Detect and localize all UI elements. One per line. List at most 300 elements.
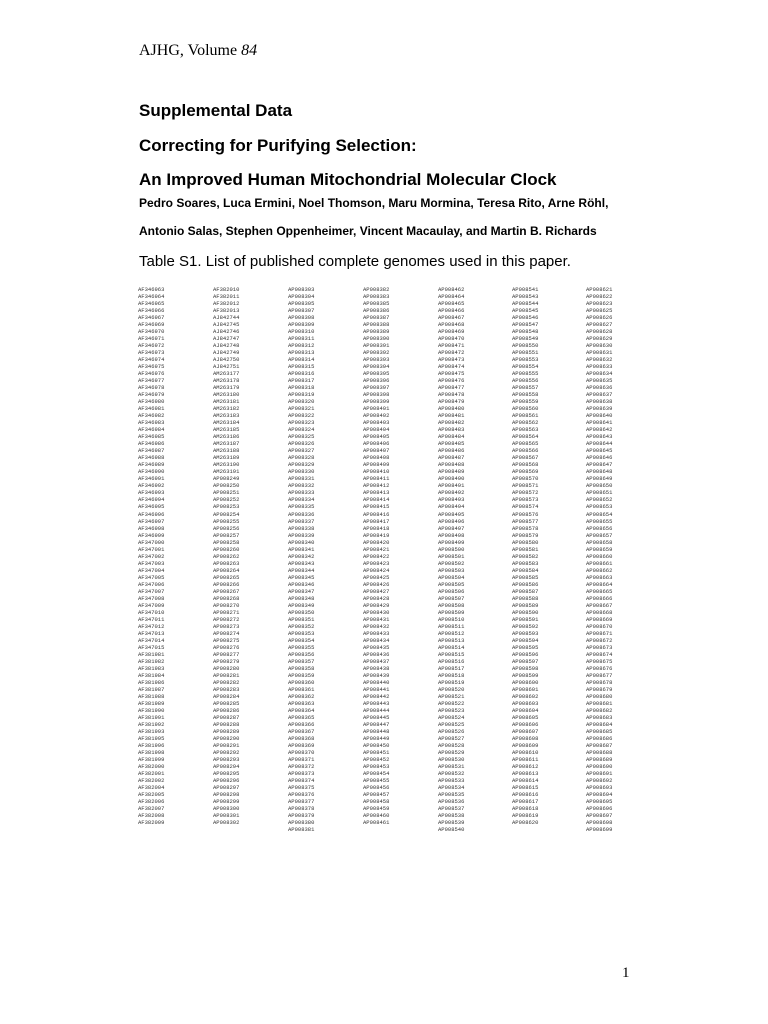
accession-id: AP008646: [586, 454, 613, 462]
accession-id: AP008623: [586, 300, 613, 308]
accession-id: AP008378: [288, 805, 315, 813]
accession-id: AP008342: [288, 552, 315, 560]
accession-id: AP008493: [438, 496, 465, 504]
accession-id: AP008571: [512, 482, 539, 490]
accession-id: AP008590: [512, 608, 539, 616]
accession-id: AF381991: [138, 713, 165, 721]
accession-id: AP008667: [586, 601, 613, 609]
accession-id: AP008475: [438, 370, 465, 378]
accession-id: AP008349: [288, 601, 315, 609]
accession-id: AP008488: [438, 461, 465, 469]
accession-id: AP008456: [363, 784, 390, 792]
accession-id: AP008450: [363, 742, 390, 750]
accession-id: AP008298: [213, 791, 240, 799]
accession-id: AP008694: [586, 791, 613, 799]
accession-id: AP008272: [213, 615, 240, 623]
accession-id: AP008652: [586, 496, 613, 504]
accession-id: AP008310: [288, 328, 315, 336]
accession-id: AP008518: [438, 671, 465, 679]
accession-id: AP008626: [586, 314, 613, 322]
accession-id: AP008389: [363, 328, 390, 336]
accession-id: AF381983: [138, 664, 165, 672]
accession-id: AM263185: [213, 426, 240, 434]
accession-id: AP008258: [213, 538, 240, 546]
accession-id: AP008544: [512, 300, 539, 308]
accession-id: AF347009: [138, 601, 165, 609]
accession-id: AP008440: [363, 678, 390, 686]
accession-id: AP008403: [363, 419, 390, 427]
accession-id: AP008364: [288, 706, 315, 714]
accession-id: AP008522: [438, 699, 465, 707]
accession-id: AP008610: [512, 749, 539, 757]
accession-id: AP008347: [288, 587, 315, 595]
accession-id: AP008534: [438, 784, 465, 792]
accession-id: AP008565: [512, 440, 539, 448]
accession-id: AP008459: [363, 805, 390, 813]
accession-id: AF346967: [138, 314, 165, 322]
accession-id: AP008439: [363, 671, 390, 679]
journal-name: AJHG, Volume: [139, 42, 242, 59]
accession-id: AP008536: [438, 798, 465, 806]
accession-id: AP008276: [213, 643, 240, 651]
accession-id: AP008362: [288, 692, 315, 700]
accession-id: AP008486: [438, 447, 465, 455]
accession-id: AP008341: [288, 545, 315, 553]
accession-id: AF346970: [138, 328, 165, 336]
accession-id: AM263180: [213, 391, 240, 399]
accession-id: AF381992: [138, 720, 165, 728]
accession-id: AP008549: [512, 335, 539, 343]
accession-id: AP008654: [586, 510, 613, 518]
accession-id: AP008521: [438, 692, 465, 700]
accession-id: AF382007: [138, 805, 165, 813]
accession-id: AP008584: [512, 566, 539, 574]
accession-id: AP008530: [438, 756, 465, 764]
accession-id: AP008678: [586, 678, 613, 686]
accession-id: AF382000: [138, 763, 165, 771]
accession-id: AP008436: [363, 650, 390, 658]
accession-id: AP008670: [586, 622, 613, 630]
accession-id: AP008268: [213, 594, 240, 602]
accession-id: AP008464: [438, 293, 465, 301]
accession-id: AJ842745: [213, 321, 240, 329]
accession-id: AP008441: [363, 685, 390, 693]
accession-id: AP008604: [512, 706, 539, 714]
accession-id: AP008501: [438, 552, 465, 560]
accession-id: AP008424: [363, 566, 390, 574]
accession-id: AP008640: [586, 412, 613, 420]
accession-id: AP008405: [363, 433, 390, 441]
accession-id: AP008482: [438, 419, 465, 427]
accession-id: AF381999: [138, 756, 165, 764]
accession-id: AP008382: [363, 286, 390, 293]
accession-id: AM263186: [213, 433, 240, 441]
accession-id: AP008645: [586, 447, 613, 455]
accession-id: AP008417: [363, 517, 390, 525]
accession-id: AF346976: [138, 370, 165, 378]
accession-id: AP008538: [438, 812, 465, 820]
accession-id: AF381984: [138, 671, 165, 679]
accession-id: AP008596: [512, 650, 539, 658]
accession-id: AP008311: [288, 335, 315, 343]
accession-id: AP008698: [586, 819, 613, 827]
accession-id: AP008503: [438, 566, 465, 574]
accession-id: AP008447: [363, 720, 390, 728]
accession-id: AP008498: [438, 531, 465, 539]
accession-id: AF381981: [138, 650, 165, 658]
accession-id: AJ842747: [213, 335, 240, 343]
accession-id: AP008338: [288, 524, 315, 532]
accession-id: AP008509: [438, 608, 465, 616]
accession-id: AP008289: [213, 727, 240, 735]
accession-id: AP008655: [586, 517, 613, 525]
accession-id: AP008416: [363, 510, 390, 518]
accession-id: AF347014: [138, 636, 165, 644]
accession-id: AP008397: [363, 384, 390, 392]
accession-id: AP008290: [213, 735, 240, 742]
accession-id: AF346972: [138, 342, 165, 350]
accession-id: AP008435: [363, 643, 390, 651]
accession-id: AP008517: [438, 664, 465, 672]
accession-id: AP008674: [586, 650, 613, 658]
accession-id: AP008511: [438, 622, 465, 630]
accession-id: AM263184: [213, 419, 240, 427]
accession-column: [438, 286, 512, 833]
accession-id: AP008513: [438, 636, 465, 644]
accession-id: AP008643: [586, 433, 613, 441]
accession-id: AF346997: [138, 517, 165, 525]
accession-id: AF346973: [138, 349, 165, 357]
accession-id: AF346996: [138, 510, 165, 518]
accession-id: AP008297: [213, 784, 240, 792]
accession-id: AP008675: [586, 657, 613, 665]
accession-id: AP008401: [363, 405, 390, 413]
accession-id: AP008431: [363, 615, 390, 623]
accession-id: AP008523: [438, 706, 465, 714]
accession-id: AP008592: [512, 622, 539, 630]
accession-id: AF346975: [138, 363, 165, 371]
accession-id: AP008611: [512, 756, 539, 764]
accession-id: AF346963: [138, 286, 165, 293]
accession-id: AP008468: [438, 321, 465, 329]
accession-id: AP008635: [586, 377, 613, 385]
accession-id: AF381993: [138, 727, 165, 735]
accession-id: AP008499: [438, 538, 465, 546]
accession-id: AF346995: [138, 503, 165, 511]
accession-id: AP008539: [438, 819, 465, 827]
accession-id: AP008281: [213, 671, 240, 679]
accession-id: AP008305: [288, 300, 315, 308]
accession-id: AP008688: [586, 749, 613, 757]
accession-id: AF382004: [138, 784, 165, 792]
accession-id: AP008275: [213, 636, 240, 644]
accession-id: AP008553: [512, 356, 539, 364]
accession-id: AF346985: [138, 433, 165, 441]
accession-id: AF346984: [138, 426, 165, 434]
accession-id: AP008547: [512, 321, 539, 329]
accession-id: AP008264: [213, 566, 240, 574]
page-number: 1: [622, 965, 630, 981]
accession-id: AP008673: [586, 643, 613, 651]
accession-id: AP008288: [213, 720, 240, 728]
accession-id: AP008585: [512, 573, 539, 581]
accession-id: AP008332: [288, 482, 315, 490]
accession-id: AP008266: [213, 580, 240, 588]
accession-id: AM263181: [213, 398, 240, 406]
accession-id: AF347015: [138, 643, 165, 651]
accession-id: AP008490: [438, 475, 465, 483]
accession-id: AF346971: [138, 335, 165, 343]
accession-id: AP008666: [586, 594, 613, 602]
accession-id: AF346979: [138, 391, 165, 399]
accession-id: AF347005: [138, 573, 165, 581]
accession-id: AF346986: [138, 440, 165, 448]
accession-id: AP008676: [586, 664, 613, 672]
accession-id: AP008327: [288, 447, 315, 455]
accession-id: AF347008: [138, 594, 165, 602]
accession-id: AP008273: [213, 622, 240, 630]
accession-id: AF346998: [138, 524, 165, 532]
accession-id: AP008331: [288, 475, 315, 483]
accession-id: AF381990: [138, 706, 165, 714]
accession-id: AP008249: [213, 475, 240, 483]
accession-id: AP008672: [586, 636, 613, 644]
accession-id: AP008609: [512, 742, 539, 750]
accession-id: AP008402: [363, 412, 390, 420]
accession-id: AP008520: [438, 685, 465, 693]
accession-id: AP008502: [438, 559, 465, 567]
accession-id: AP008343: [288, 559, 315, 567]
accession-id: AP008573: [512, 496, 539, 504]
accession-id: AF346994: [138, 496, 165, 504]
accession-id: AP008637: [586, 391, 613, 399]
accession-id: AP008337: [288, 517, 315, 525]
accession-id: AP008393: [363, 356, 390, 364]
accession-id: AP008631: [586, 349, 613, 357]
accession-id: AP008336: [288, 510, 315, 518]
accession-id: AF381989: [138, 699, 165, 707]
accession-id: AP008423: [363, 559, 390, 567]
journal-header: [139, 42, 257, 60]
accession-id: AP008650: [586, 482, 613, 490]
accession-id: AF347013: [138, 629, 165, 637]
accession-id: AF381988: [138, 692, 165, 700]
accession-id: AM263179: [213, 384, 240, 392]
accession-id: AP008506: [438, 587, 465, 595]
accession-id: AP008262: [213, 552, 240, 560]
accession-id: AP008505: [438, 580, 465, 588]
accession-id: AP008300: [213, 805, 240, 813]
accession-id: AP008299: [213, 798, 240, 806]
accession-id: AP008358: [288, 664, 315, 672]
accession-id: AP008514: [438, 643, 465, 651]
accession-id: AP008340: [288, 538, 315, 546]
accession-id: AP008430: [363, 608, 390, 616]
accession-id: AP008395: [363, 370, 390, 378]
accession-id: AP008696: [586, 805, 613, 813]
accession-id: AP008606: [512, 720, 539, 728]
accession-id: AP008562: [512, 419, 539, 427]
accession-id: AP008460: [363, 812, 390, 820]
accession-id: AP008287: [213, 713, 240, 721]
accession-id: AP008685: [586, 727, 613, 735]
accession-id: AP008560: [512, 405, 539, 413]
accession-id: AP008481: [438, 412, 465, 420]
accession-id: AF346989: [138, 461, 165, 469]
accession-id: AM263190: [213, 461, 240, 469]
accession-id: AP008319: [288, 391, 315, 399]
accession-id: AP008320: [288, 398, 315, 406]
accession-id: AP008449: [363, 735, 390, 742]
accession-column: [512, 286, 586, 833]
accession-id: AP008477: [438, 384, 465, 392]
accession-id: AP008577: [512, 517, 539, 525]
accession-column: [138, 286, 213, 833]
accession-id: AP008373: [288, 770, 315, 778]
accession-id: AF347011: [138, 615, 165, 623]
accession-id: AF382002: [138, 777, 165, 785]
accession-id: AP008615: [512, 784, 539, 792]
accession-id: AP008407: [363, 447, 390, 455]
accession-id: AP008429: [363, 601, 390, 609]
accession-id: AF382013: [213, 307, 240, 315]
accession-id: AP008616: [512, 791, 539, 799]
accession-id: AP008686: [586, 735, 613, 742]
accession-id: AF381982: [138, 657, 165, 665]
accession-id: AF346992: [138, 482, 165, 490]
accession-id: AP008444: [363, 706, 390, 714]
accession-id: AP008519: [438, 678, 465, 686]
accession-id: AF346991: [138, 475, 165, 483]
accession-id: AP008385: [363, 300, 390, 308]
accession-id: AP008559: [512, 398, 539, 406]
accession-id: AP008570: [512, 475, 539, 483]
accession-id: AP008279: [213, 657, 240, 665]
accession-id: AP008282: [213, 678, 240, 686]
accession-id: AP008576: [512, 510, 539, 518]
accession-id: AP008582: [512, 552, 539, 560]
accession-id: AF346974: [138, 356, 165, 364]
accession-id: AP008280: [213, 664, 240, 672]
accession-id: AP008454: [363, 770, 390, 778]
title-line-1: Correcting for Purifying Selection:: [139, 136, 417, 155]
accession-id: AP008255: [213, 517, 240, 525]
accession-id: AP008677: [586, 671, 613, 679]
accession-id: AP008679: [586, 685, 613, 693]
accession-id: AP008383: [363, 293, 390, 301]
accession-id: AP008651: [586, 489, 613, 497]
accession-id: AP008641: [586, 419, 613, 427]
accession-id: AP008639: [586, 405, 613, 413]
accession-id: AP008600: [512, 678, 539, 686]
accession-id: AP008291: [213, 742, 240, 750]
accession-id: AP008556: [512, 377, 539, 385]
accession-id: AP008504: [438, 573, 465, 581]
accession-id: AP008308: [288, 314, 315, 322]
accession-id: AF346981: [138, 405, 165, 413]
accession-id: AP008546: [512, 314, 539, 322]
accession-id: AP008455: [363, 777, 390, 785]
accession-id: AF346988: [138, 454, 165, 462]
accession-id: AP008508: [438, 601, 465, 609]
accession-id: AP008494: [438, 503, 465, 511]
accession-id: AP008642: [586, 426, 613, 434]
supplemental-label: Supplemental Data: [139, 101, 293, 120]
accession-id: AP008377: [288, 798, 315, 806]
accession-id: AJ842751: [213, 363, 240, 371]
accession-id: AP008411: [363, 475, 390, 483]
accession-id: AJ842748: [213, 342, 240, 350]
accession-id: AP008537: [438, 805, 465, 813]
accession-id: AP008603: [512, 699, 539, 707]
accession-id: AP008352: [288, 622, 315, 630]
accession-id: AP008671: [586, 629, 613, 637]
accession-id: AP008422: [363, 552, 390, 560]
accession-id: AP008644: [586, 440, 613, 448]
accession-id: AP008355: [288, 643, 315, 651]
accession-id: AP008328: [288, 454, 315, 462]
accession-id: AP008527: [438, 735, 465, 742]
accession-id: AP008594: [512, 636, 539, 644]
accession-id: AF381987: [138, 685, 165, 693]
accession-id: AP008535: [438, 791, 465, 799]
accession-id: AP008614: [512, 777, 539, 785]
accession-id: AF382006: [138, 798, 165, 806]
accession-id: AP008415: [363, 503, 390, 511]
accession-id: AP008489: [438, 468, 465, 476]
accession-id: AF346977: [138, 377, 165, 385]
accession-id: AP008375: [288, 784, 315, 792]
accession-id: AP008591: [512, 615, 539, 623]
accession-id: AP008252: [213, 496, 240, 504]
accession-id: AP008316: [288, 370, 315, 378]
accession-id: AP008356: [288, 650, 315, 658]
accession-id: AP008367: [288, 727, 315, 735]
accession-id: AP008540: [438, 826, 465, 834]
accession-id: AP008657: [586, 531, 613, 539]
accession-id: AP008418: [363, 524, 390, 532]
accession-id: AP008526: [438, 727, 465, 735]
accession-id: AP008699: [586, 826, 613, 834]
accession-id: AP008324: [288, 426, 315, 434]
accession-id: AP008485: [438, 440, 465, 448]
accession-id: AJ842744: [213, 314, 240, 322]
accession-id: AP008330: [288, 468, 315, 476]
accession-id: AP008554: [512, 363, 539, 371]
accession-id: AP008283: [213, 685, 240, 693]
accession-id: AP008692: [586, 777, 613, 785]
title-line-2: An Improved Human Mitochondrial Molecular Clock: [139, 170, 557, 189]
accession-id: AP008376: [288, 791, 315, 799]
accession-id: AP008627: [586, 321, 613, 329]
accession-id: AP008312: [288, 342, 315, 350]
accession-id: AP008598: [512, 664, 539, 672]
accession-id: AP008318: [288, 384, 315, 392]
accession-id: AP008353: [288, 629, 315, 637]
accession-id: AP008438: [363, 664, 390, 672]
accession-id: AP008256: [213, 524, 240, 532]
accession-id: AM263177: [213, 370, 240, 378]
accession-id: AP008335: [288, 503, 315, 511]
accession-id: AP008665: [586, 587, 613, 595]
accession-id: AP008254: [213, 510, 240, 518]
accession-id: AP008379: [288, 812, 315, 820]
accession-id: AP008648: [586, 468, 613, 476]
accession-id: AF347010: [138, 608, 165, 616]
accession-id: AF381996: [138, 742, 165, 750]
accession-id: AP008512: [438, 629, 465, 637]
accession-table: [138, 286, 656, 833]
